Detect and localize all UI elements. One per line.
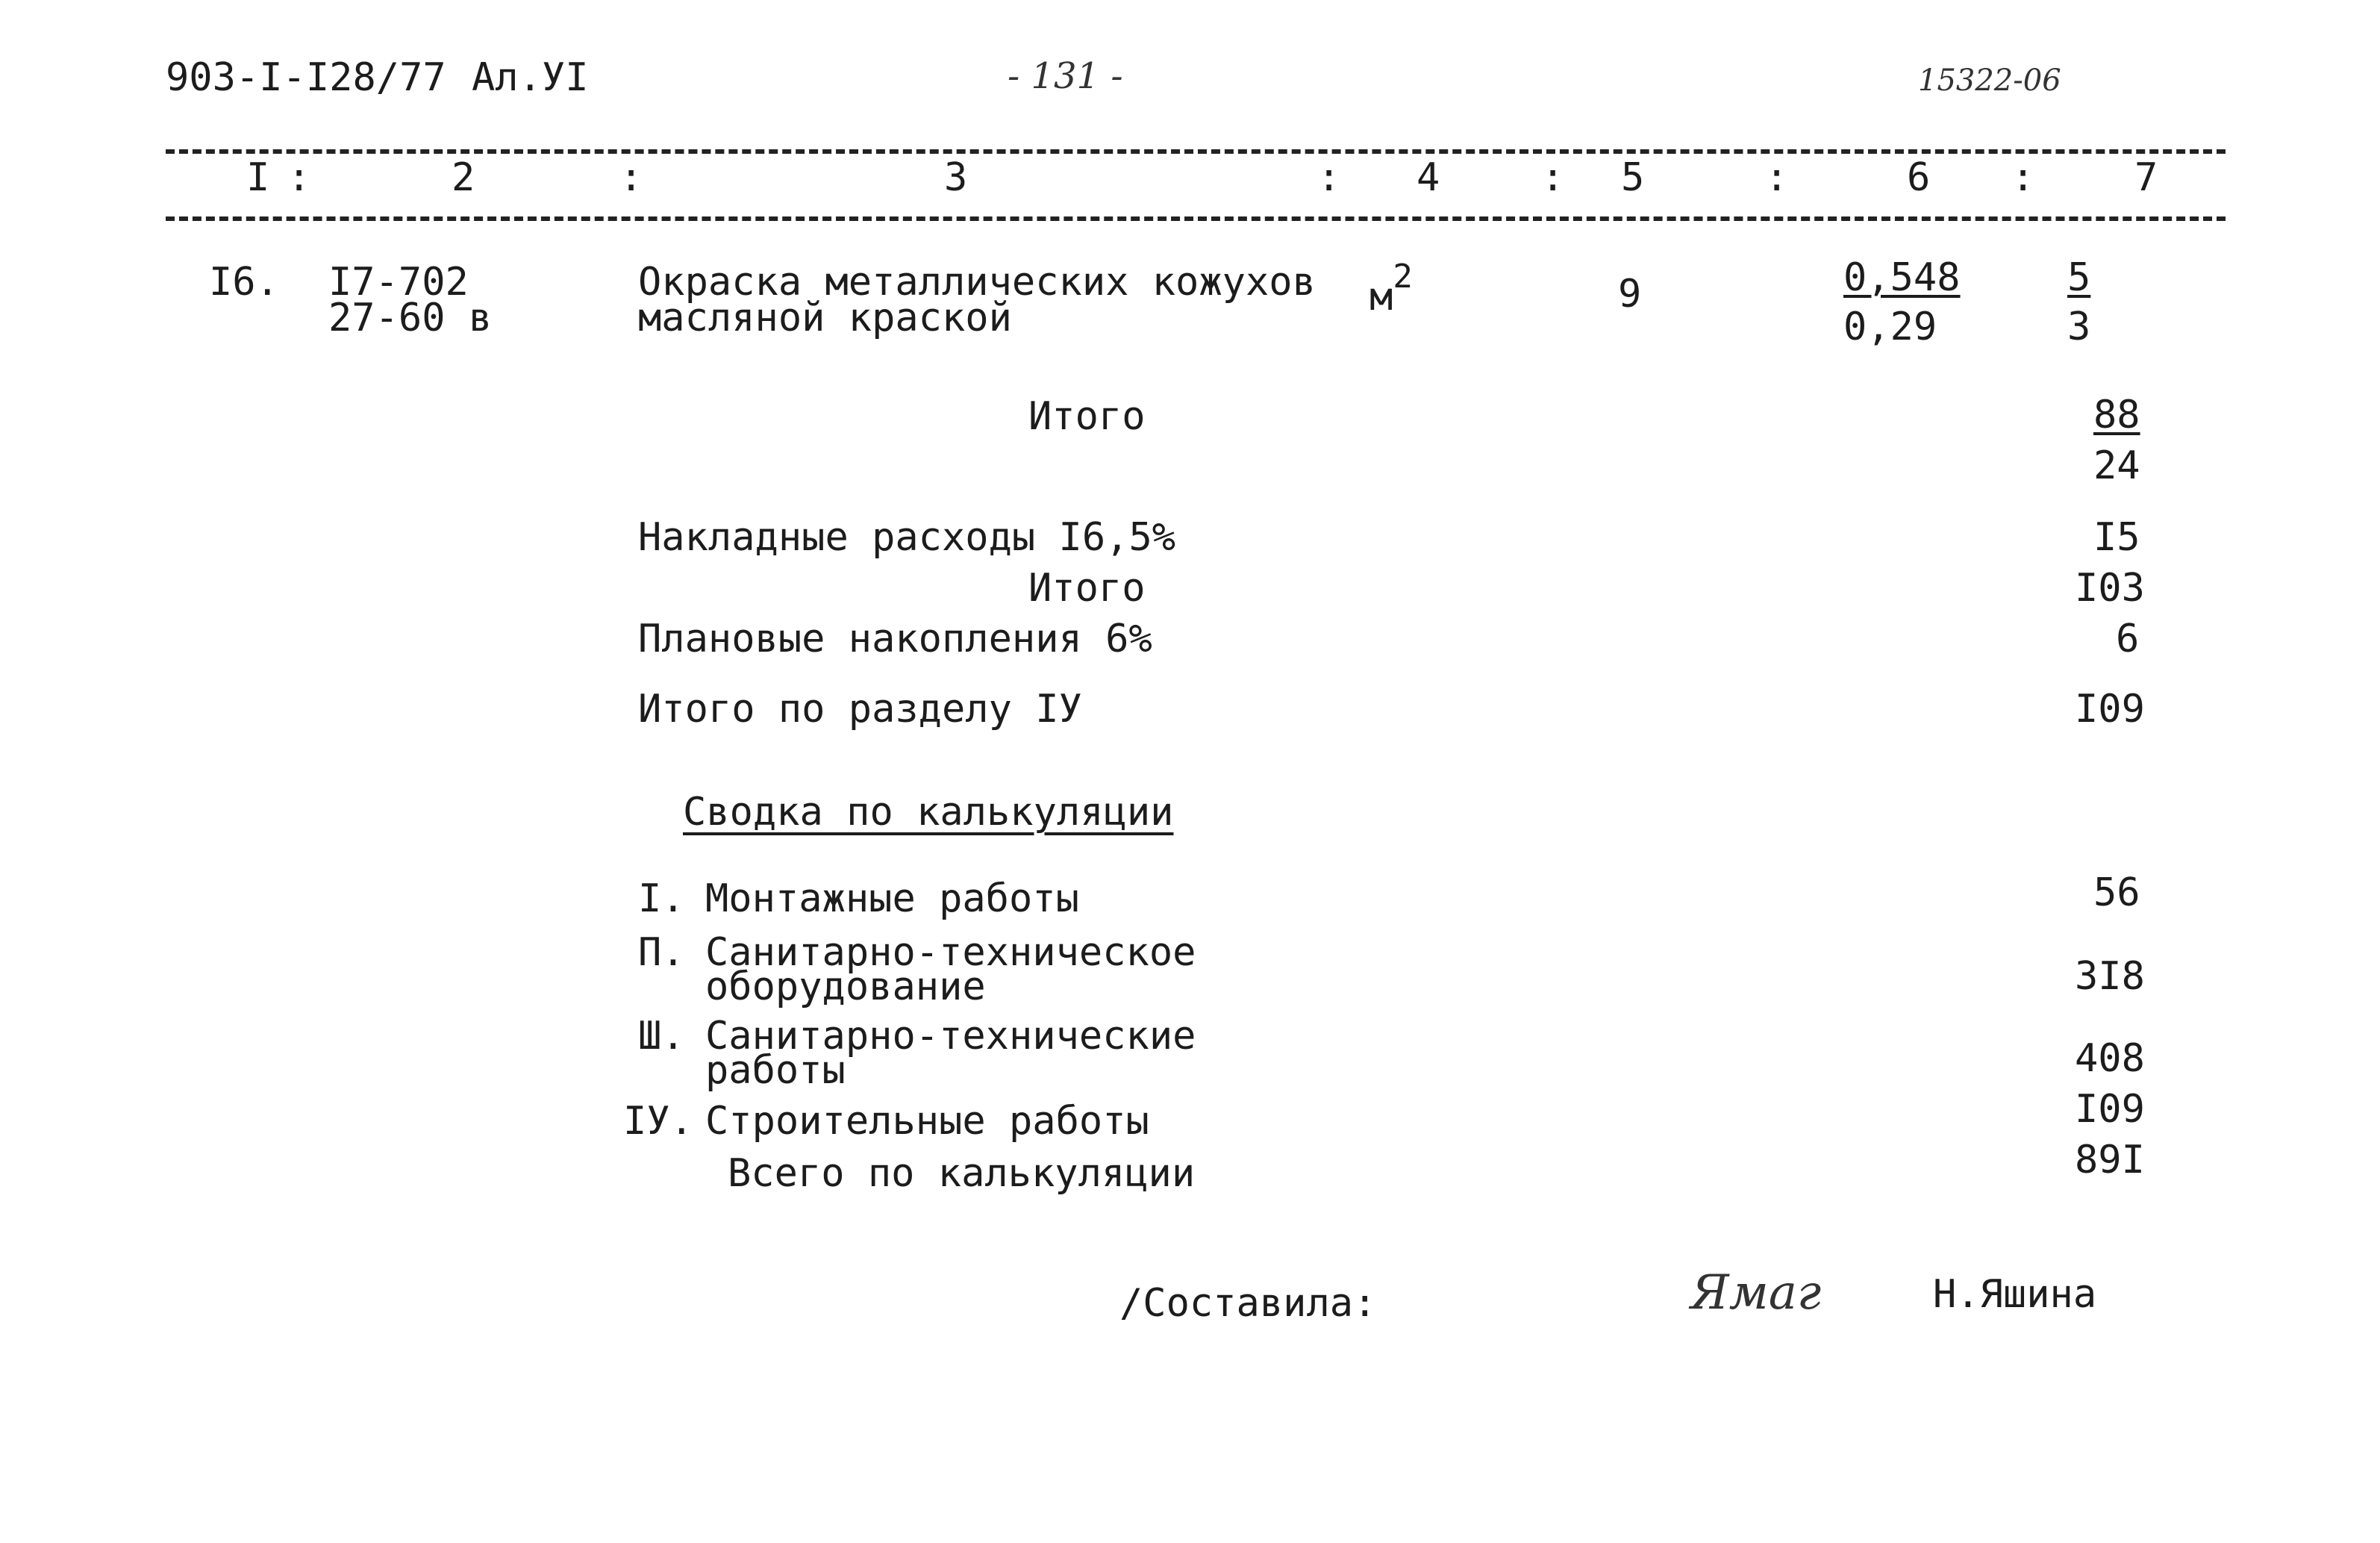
summary-item-label: Санитарно-техническое bbox=[705, 930, 1196, 975]
quantity: 9 bbox=[1618, 272, 1642, 317]
col-4-header: 4 bbox=[1417, 155, 1440, 200]
col-sep: : bbox=[1317, 155, 1341, 200]
header-top-rule bbox=[166, 149, 2226, 154]
col-sep: : bbox=[619, 155, 643, 200]
section-total-value: I09 bbox=[2075, 687, 2145, 732]
compiled-by-label: /Составила: bbox=[1119, 1281, 1377, 1326]
summary-item-label: Санитарно-технические bbox=[705, 1014, 1196, 1059]
col-5-header: 5 bbox=[1621, 155, 1645, 200]
unit-price-total: 0,548 bbox=[1843, 255, 1961, 300]
unit-base: м bbox=[1369, 275, 1393, 319]
summary-item-value: 408 bbox=[2075, 1036, 2145, 1081]
handwritten-signature: Ямаг bbox=[1690, 1265, 1822, 1321]
col-2-header: 2 bbox=[452, 155, 475, 200]
subtotal-2-value: I03 bbox=[2075, 566, 2145, 611]
cost-total: 5 bbox=[2067, 255, 2091, 300]
subtotal-wages: 24 bbox=[2093, 443, 2140, 488]
col-sep: : bbox=[287, 155, 311, 200]
subtotal-total: 88 bbox=[2093, 393, 2140, 437]
col-sep: : bbox=[1541, 155, 1565, 200]
unit-price-wages: 0,29 bbox=[1843, 305, 1937, 349]
col-6-header: 6 bbox=[1907, 155, 1931, 200]
summary-item-num: IУ. bbox=[623, 1099, 693, 1144]
summary-item-label-cont: работы bbox=[705, 1048, 846, 1093]
summary-item-label: Монтажные работы bbox=[705, 876, 1079, 921]
doc-code: 903-I-I28/77 bbox=[166, 55, 446, 100]
summary-item-num: I. bbox=[638, 876, 685, 921]
subtotal-2-label: Итого bbox=[1028, 566, 1146, 611]
unit bbox=[1369, 258, 1413, 319]
page-number: - 131 - bbox=[1008, 55, 1123, 97]
work-description: Окраска металлических кожухов bbox=[638, 260, 1316, 305]
col-3-header: 3 bbox=[944, 155, 968, 200]
rate-code: I7-702 bbox=[328, 260, 469, 305]
album-label: Ал.УI bbox=[472, 55, 589, 100]
summary-item-value: 3I8 bbox=[2075, 954, 2145, 999]
summary-item-label-cont: оборудование bbox=[705, 964, 986, 1009]
overhead-label: Накладные расходы I6,5% bbox=[638, 515, 1176, 560]
cost-wages: 3 bbox=[2067, 305, 2091, 349]
row-number: I6. bbox=[209, 260, 279, 305]
col-sep: : bbox=[1765, 155, 1789, 200]
unit-power: 2 bbox=[1393, 258, 1413, 296]
planned-savings-label: Плановые накопления 6% bbox=[638, 617, 1152, 661]
summary-item-value: I09 bbox=[2075, 1087, 2145, 1132]
summary-item-num: П. bbox=[638, 930, 685, 975]
subtotal-label: Итого bbox=[1028, 394, 1146, 439]
planned-savings-value: 6 bbox=[2116, 617, 2140, 661]
summary-item-num: Ш. bbox=[638, 1014, 685, 1059]
section-total-label: Итого по разделу IУ bbox=[638, 687, 1082, 732]
summary-title: Сводка по калькуляции bbox=[683, 790, 1174, 835]
work-description-cont: масляной краской bbox=[638, 296, 1012, 340]
col-1-header: I bbox=[246, 155, 270, 200]
header-bottom-rule bbox=[166, 216, 2226, 221]
inventory-number: 15322-06 bbox=[1918, 63, 2061, 98]
grand-total-value: 89I bbox=[2075, 1138, 2145, 1182]
signatory-name: Н.Яшина bbox=[1933, 1272, 2097, 1317]
summary-item-value: 56 bbox=[2093, 870, 2140, 915]
col-sep: : bbox=[2011, 155, 2035, 200]
overhead-value: I5 bbox=[2093, 515, 2140, 560]
summary-item-label: Строительные работы bbox=[705, 1099, 1149, 1144]
rate-code-secondary: 27-60 в bbox=[328, 296, 493, 340]
grand-total-label: Всего по калькуляции bbox=[728, 1151, 1196, 1196]
col-7-header: 7 bbox=[2134, 155, 2158, 200]
